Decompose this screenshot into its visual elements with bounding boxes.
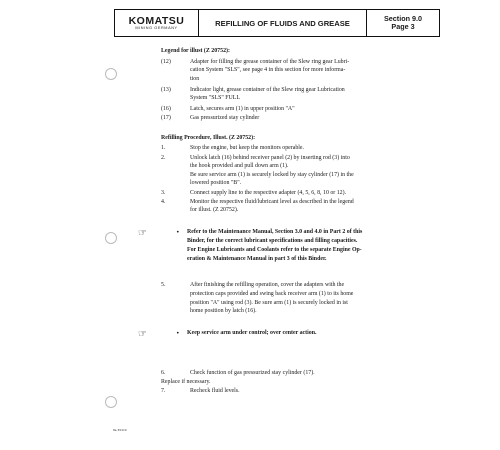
komatsu-logo: KOMATSU [128,14,185,27]
legend-item-line: System "SLS" FULL [190,95,240,101]
note-line: eration & Maintenance Manual in part 3 of this Binder. [187,256,327,262]
procedure-step-line: for illust. (Z 20752). [190,207,239,213]
procedure-step-line: Check function of gas pressurized stay cylinder (17). [190,370,315,376]
procedure-step-line: position "A" using rod (3). Be sure arm (1) is securely locked in ist [190,300,348,306]
legend-item-line: Gas pressurized stay cylinder [190,115,260,121]
procedure-step-line: Replace if necessary. [161,379,211,385]
note-line: For Engine Lubricants and Coolants refer to the separate Engine Op- [187,247,362,253]
legend-item-number: (13) [161,87,171,93]
legend-heading: Legend for illust (Z 20752): [161,48,230,54]
pointing-hand-icon: ☞ [138,228,147,239]
punch-hole-top [105,68,117,80]
bullet-icon: • [176,330,180,337]
legend-item-number: (12) [161,59,171,65]
procedure-step-line: After finishing the refilling operation, cover the adapters with the [190,282,345,288]
page-header [114,9,440,37]
procedure-step-number: 5. [161,282,166,288]
procedure-step-line: Connect supply line to the respective adapter (4, 5, 6, 8, 10 or 12). [190,190,347,196]
procedure-heading: Refilling Procedure, Illust. (Z 20752): [161,135,256,141]
section-number: Section 9.0 [384,13,422,23]
logo-cell [115,10,199,36]
legend-item-line: Indicator light, grease container of the Slew ring gear Lubrication [190,87,345,93]
procedure-step-number: 7. [161,388,166,394]
procedure-step-line: lowered position "B". [190,180,242,186]
legend-item-line: Latch, secures arm (1) in upper position "A" [190,106,295,112]
bullet-icon: • [176,229,180,236]
page-number: Page 3 [391,22,415,31]
legend-item-line: tion [190,76,200,82]
section-info [367,10,439,36]
procedure-step-number: 3. [161,190,166,196]
note-line: Keep service arm under control; over center action. [187,330,317,336]
procedure-step-number: 6. [161,370,166,376]
procedure-step-number: 1. [161,145,166,151]
procedure-step-line: Recheck fluid levels. [190,388,240,394]
legend-item-line: cation System "SLS", see page 4 in this section for more informa- [190,67,346,73]
procedure-step-number: 4. [161,199,166,205]
note-line: Binder, for the correct lubricant specifications and filling capacities. [187,238,358,244]
procedure-step-line: Be sure service arm (1) is securely locked by stay cylinder (17) in the [190,172,354,178]
procedure-step-line: home position by latch (16). [190,308,257,314]
procedure-step-line: Unlock latch (16) behind receiver panel (2) by inserting rod (3) into [190,155,350,161]
legend-item-number: (16) [161,106,171,112]
legend-item-number: (17) [161,115,171,121]
logo-subtitle: MINING GERMANY [135,25,178,30]
procedure-step-number: 2. [161,155,166,161]
procedure-step-line: the hook provided and pull down arm (1). [190,163,289,169]
procedure-step-line: Stop the engine, but keep the monitors operable. [190,145,305,151]
procedure-step-line: protection caps provided and swing back receiver arm (1) to its home [190,291,354,297]
page-title: REFILLING OF FLUIDS AND GREASE [199,10,367,36]
punch-hole-middle [105,232,117,244]
procedure-step-line: Monitor the respective fluid/lubricant level as described in the legend [190,199,354,205]
note-line: Refer to the Maintenance Manual, Section 3.0 and 4.0 in Part 2 of this [187,229,363,235]
punch-hole-bottom [105,396,117,408]
document-code: 9a-T0110 [113,428,127,432]
pointing-hand-icon: ☞ [138,329,147,340]
legend-item-line: Adapter for filling the grease container of the Slew ring gear Lubri- [190,59,350,65]
